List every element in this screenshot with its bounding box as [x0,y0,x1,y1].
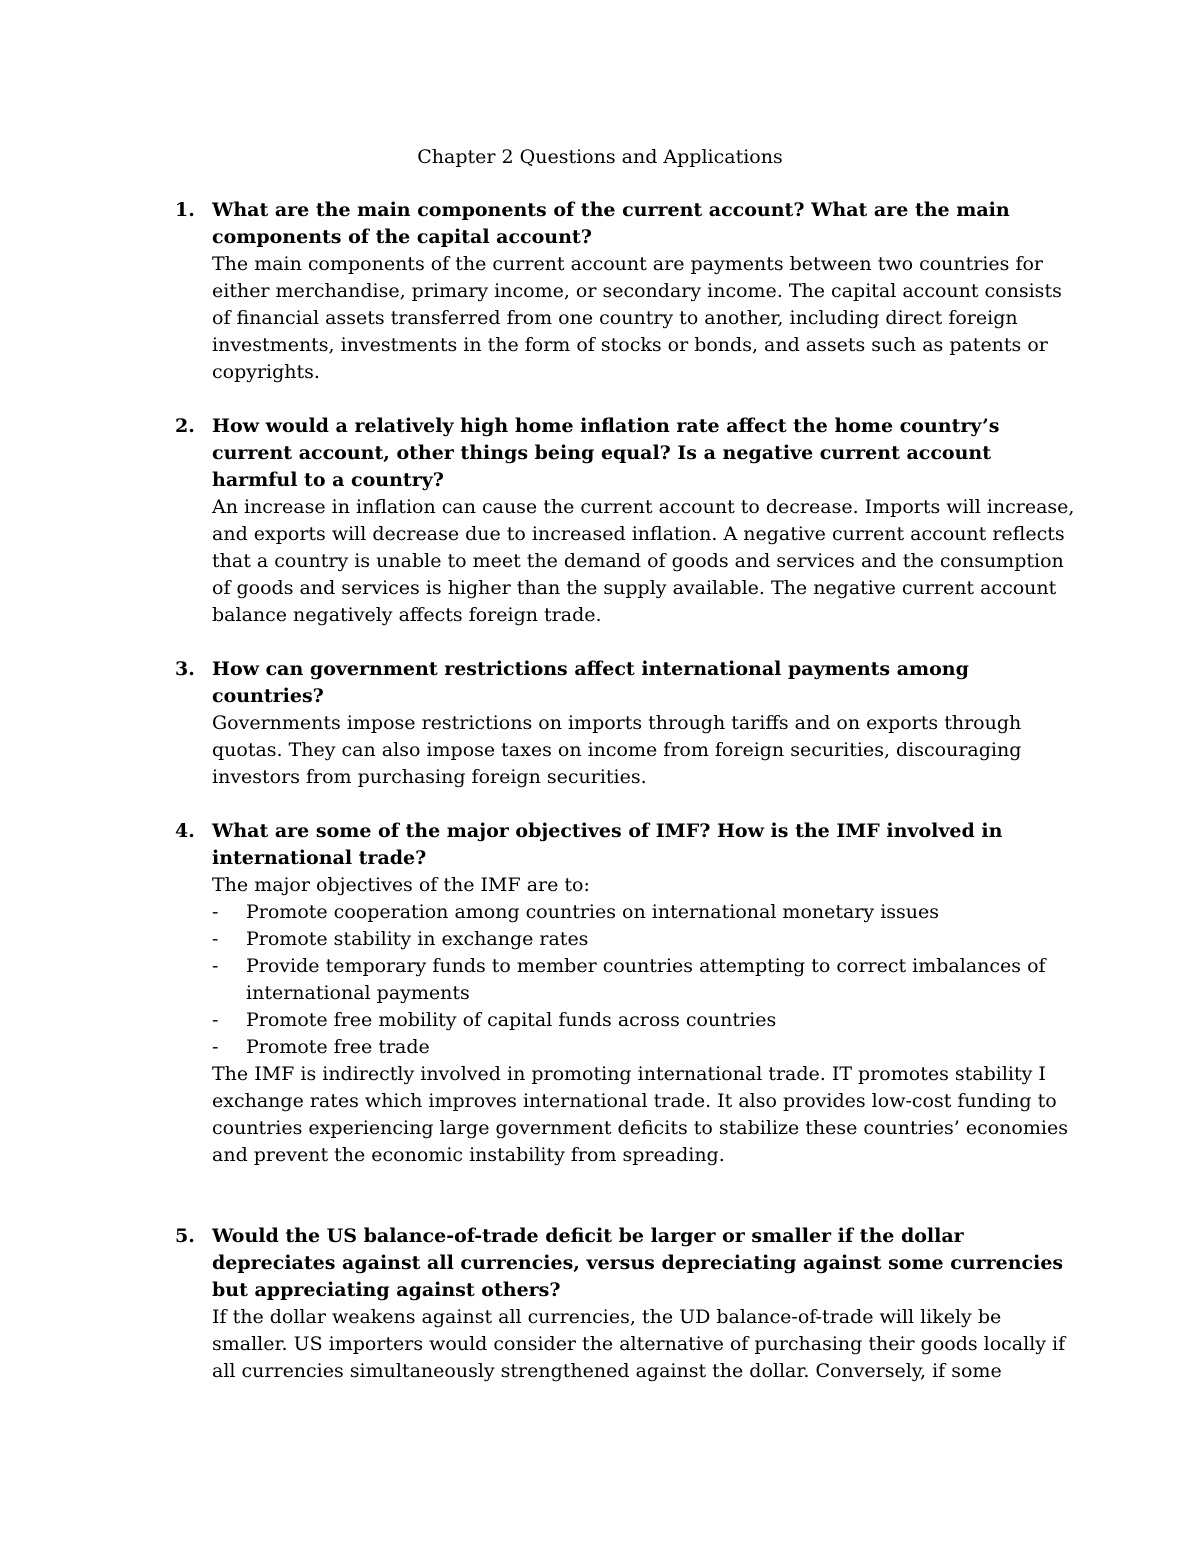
question-item-1 [175,197,1080,386]
question-number: 5. [175,1225,195,1247]
question-item-5 [175,1223,1080,1385]
bullet-dash: - [212,1009,219,1031]
answer-text: If the dollar weakens against all currencies, the UD balance-of-trade will likely be smaller. US importers would consider the alternative of purchasing their goods locally if all currencies simultaneously strengthened against the dollar. Conversely, if some [212,1306,1066,1382]
answer-outro: The IMF is indirectly involved in promoting international trade. IT promotes stability I exchange rates which improves international trade. It also provides low-cost funding to countries experiencing large government deficits to stabilize these countries’ economies and prevent the economic instability from spreading. [212,1063,1068,1166]
question-number: 2. [175,415,195,437]
bullet-dash: - [212,1036,219,1058]
list-item-text: Promote free trade [246,1036,430,1058]
answer-text: An increase in inflation can cause the current account to decrease. Imports will increase, and exports will decrease due to increased inflation. A negative current account reflects that a country is unable to meet the demand of goods and services and the consumption of goods and services is higher than the supply available. The negative current account balance negatively affects foreign trade. [212,496,1075,626]
question-number: 1. [175,199,195,221]
list-item [212,953,1080,1007]
question-text: How would a relatively high home inflation rate affect the home country’s current account, other things being equal? Is a negative current account harmful to a country? [212,415,1000,491]
bullet-dash: - [212,928,219,950]
question-text: Would the US balance-of-trade deficit be larger or smaller if the dollar depreciates against all currencies, versus depreciating against some currencies but appreciating against others? [212,1225,1064,1301]
question-item-4 [175,818,1080,1169]
question-list [175,197,1080,1385]
answer-text: The main components of the current account are payments between two countries for either merchandise, primary income, or secondary income. The capital account consists of financial assets transferred from one country to another, including direct foreign investments, investments in the form of stocks or bonds, and assets such as patents or copyrights. [212,253,1062,383]
objectives-list [212,899,1080,1061]
list-item [212,926,1080,953]
answer-text: Governments impose restrictions on imports through tariffs and on exports through quotas. They can also impose taxes on income from foreign securities, discouraging investors from purchasing foreign securities. [212,712,1022,788]
list-item-text: Promote free mobility of capital funds across countries [246,1009,777,1031]
list-item-text: Promote stability in exchange rates [246,928,589,950]
question-text: How can government restrictions affect international payments among countries? [212,658,969,707]
question-number: 3. [175,658,195,680]
question-number: 4. [175,820,195,842]
document-title: Chapter 2 Questions and Applications [417,146,783,168]
bullet-dash: - [212,901,219,923]
answer-intro: The major objectives of the IMF are to: [212,874,590,896]
list-item [212,1034,1080,1061]
list-item-text: Provide temporary funds to member countries attempting to correct imbalances of international payments [246,955,1046,1004]
question-text: What are some of the major objectives of IMF? How is the IMF involved in international trade? [212,820,1003,869]
list-item-text: Promote cooperation among countries on international monetary issues [246,901,939,923]
bullet-dash: - [212,955,219,977]
list-item [212,899,1080,926]
question-item-3 [175,656,1080,791]
question-text: What are the main components of the current account? What are the main components of the capital account? [212,199,1010,248]
question-item-2 [175,413,1080,629]
list-item [212,1007,1080,1034]
